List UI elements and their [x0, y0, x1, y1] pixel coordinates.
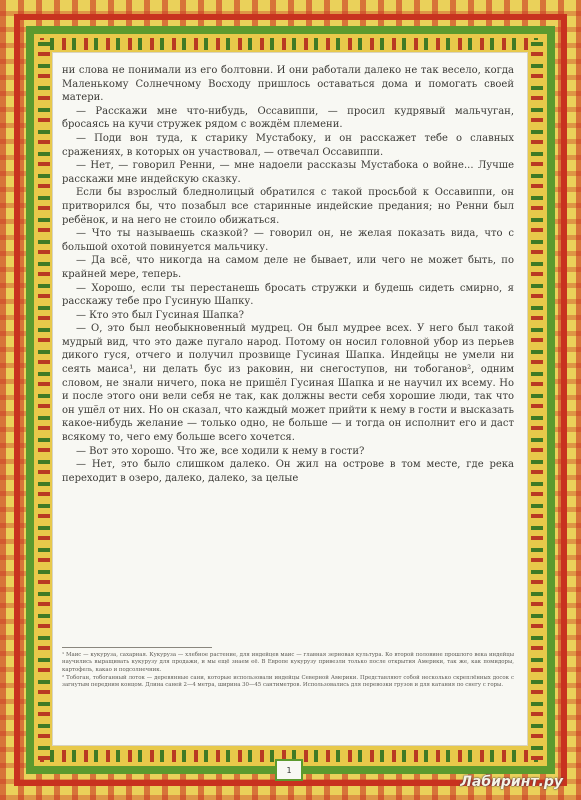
paragraph: — Да всё, что никогда на самом деле не бывает, или чего не может быть, по крайней мере, теперь. — [62, 255, 514, 280]
watermark: Лабиринт.ру — [460, 774, 563, 790]
paragraph: — Нет, — говорил Ренни, — мне надоели рассказы Мустабока о войне... Лучше расскажи мне индейскую сказку. — [62, 160, 514, 185]
footnote: ¹ Маис — кукуруза, сахарная. Кукуруза — хлебное растение, для индейцев маис — главная зерновая культура. Ко второй половине прошлого века индейцы научились выращивать кукурузу для продажи, и мы ещё знаем её. В Европе кукурузу привезли только после открытия Америки, так же, как помидоры, картофель, какао и подсолнечник. — [62, 652, 514, 673]
footnote: ² Тобоган, тобоганный лоток — деревянные сани, которые использовали индейцы Северной Америки. Представляют собой несколько скреплённых досок с загнутым передним концом. Длина саней 2—4 метра, ширина 30—45 сантиметров. Использовались для перевозки грузов и для катания по снегу с горы. — [62, 674, 514, 689]
ornament-right — [531, 40, 543, 760]
page-number: 1 — [275, 759, 303, 781]
ornament-left — [38, 40, 50, 760]
paragraph: — Расскажи мне что-нибудь, Оссавиппи, — просил кудрявый мальчуган, бросаясь на кучи стружек рядом с вождём племени. — [62, 105, 514, 131]
footnote-divider — [62, 647, 212, 648]
paragraph: — О, это был необыкновенный мудрец. Он был мудрее всех. У него был такой мудрый вид, что это даже пугало народ. Потому он носил головной убор из перьев дикого гуся, отчего и получил прозвище Гусиная Шапка. Индейцы не умели ни сеять маиса¹, ни делать бус из раковин, ни снегоступов, ни тобоганов², одним словом, не знали ничего, пока не пришёл Гусиная Шапка и не научил их всему. Но и после этого они вели себя не так, как должны вести себя хорошие люди, так что он ушёл от них. Но он сказал, что каждый может прийти к нему в гости и высказать какое-нибудь желание — только одно, не больше — и тогда он исполнит его и даст всякому то, чего ему больше всего хочется. — [62, 323, 514, 444]
book-page — [52, 52, 528, 746]
paragraph: — Хорошо, если ты перестанешь бросать стружки и будешь сидеть смирно, я расскажу тебе про Гусиную Шапку. — [62, 282, 514, 308]
ornament-top — [40, 38, 541, 50]
paragraph: — Вот это хорошо. Что же, все ходили к нему в гости? — [76, 445, 365, 457]
paragraph: — Что ты называешь сказкой? — говорил он, не желая показать вида, что с большой охотой повинуется мальчику. — [62, 228, 514, 253]
paragraph: — Кто это был Гусиная Шапка? — [76, 309, 244, 321]
paragraph: Если бы взрослый бледнолицый обратился с такой просьбой к Оссавиппи, он притворился бы, что позабыл все старинные индейские предания; но Ренни был ребёнок, и на него не стоило обижаться. — [62, 187, 514, 226]
footnotes — [62, 652, 514, 690]
paragraph: ни слова не понимали из его болтовни. И они работали далеко не так весело, когда Маленькому Солнечному Восходу пришлось оставаться дома и помогать своей матери. — [62, 65, 514, 104]
body-text — [62, 64, 514, 485]
paragraph: — Поди вон туда, к старику Мустабоку, и он расскажет тебе о славных сражениях, в которых он участвовал, — отвечал Оссавиппи. — [62, 132, 514, 158]
paragraph: — Нет, это было слишком далеко. Он жил на острове в том месте, где река переходит в озеро, далеко, далеко, за целые — [62, 459, 514, 484]
